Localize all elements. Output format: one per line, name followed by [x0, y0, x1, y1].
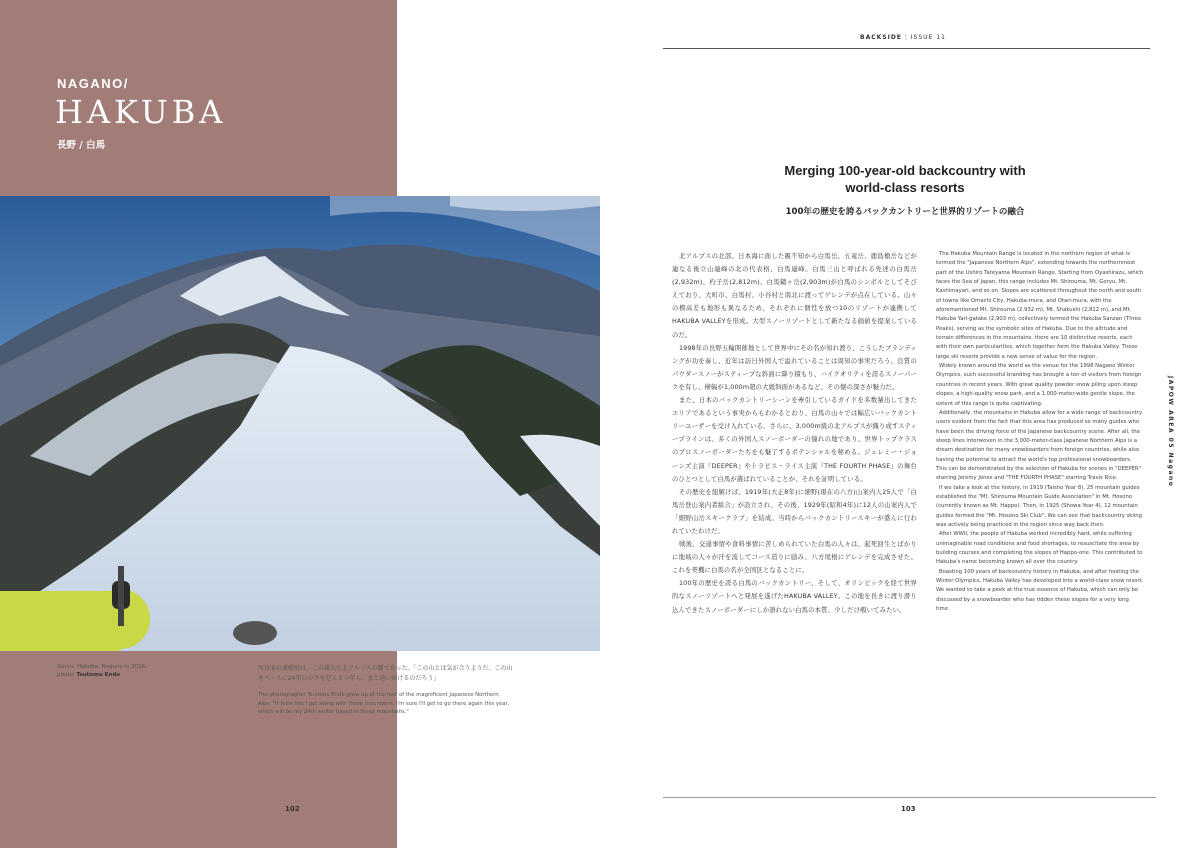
footer-rule [663, 797, 1156, 798]
section-side-label: JAPOW AREA 05 Nagano [1167, 376, 1174, 488]
photo-credit-prefix: photo: [57, 672, 77, 678]
article-subtitle-jp: 100年の歴史を誇るバックカントリーと世界的リゾートの融合 [785, 207, 1025, 217]
body-column-jp [672, 250, 917, 617]
body-paragraph-en: After WWII, the people of Hakuba worked incredibly hard, while suffering unimaginable road conditions and food shortages, to resuscitate the area by building courses and completing the slopes of Happo-one. This contributed to Hakuba's name becoming known all over the country. [936, 531, 1143, 566]
photo-credit-name: Tsutomu Endo [76, 672, 121, 678]
article-title [650, 162, 1160, 196]
article-title-line1: Merging 100-year-old backcountry with [784, 163, 1026, 178]
body-paragraph-en: Additionally, the mountains in Hakuba allow for a wide range of backcountry users evident from the fact that this area has produced so many guides who have been the driving force of the Japanese backcountry scene. After all, the steep lines interwoven in the 3,000-meter-class Japanese Northern Alps is a dream destination for many snowboarders from foreign countries, while also having the potential to attract the world's top professional snowboarders. This can be demonstrated by the selection of Hakuba for scenes in "DEEPER" starring Jeremy Jones and "THE FOURTH PHASE" starring Travis Rice. [936, 409, 1143, 482]
running-header [860, 34, 946, 41]
magazine-name: BACKSIDE [860, 34, 902, 41]
page-number-left: 102 [285, 805, 300, 813]
photo-caption [57, 663, 207, 679]
body-paragraph-jp: 北アルプスの北部、日本海に面した親不知から白馬岳、五竜岳、鹿島槍岳などが連なる後立山連峰の北の代表格、白馬連峰。白馬三山と呼ばれる先述の白馬岳(2,932m)、杓子岳(2,812m)、白馬鑓ヶ岳(2,903m)が白馬のシンボルとしてそびえており、大町市、白馬村、小谷村と南北に渡ってゲレンデが点在している。山々の標高差も地形も異なるため、それぞれに個性を放つ10のリゾートが連携してHAKUBA VALLEYを形成。大型スノーリゾートとして新たなる価値を提案しているのだ。 [672, 253, 917, 339]
region-label: NAGANO/ [57, 76, 129, 91]
body-paragraph-jp: 100年の歴史を誇る白馬のバックカントリー、そして、オリンピックを経て世界的なスノーリゾートへと発展を遂げたHAKUBA VALLEY。この地を長きに渡り滑り込んできたスノーボーダーにしか語れない白馬の本質、少しだけ覗いてみたい。 [672, 580, 917, 614]
body-paragraph-en: Widely known around the world as the venue for the 1998 Nagano Winter Olympics, such successful branding has brought a ton of visitors from foreign countries in recent years. With great quality powder snow piling upon steep slopes, a high-quality snow park, and a 1,000-meter-wide gentle slope, the extent of this range is quite captivating. [936, 363, 1142, 407]
body-paragraph-en: The Hakuba Mountain Range is located in the northern region of what is termed the "Japanese Northern Alps", extending towards the northernmost part of the Ushiro Tateyama Mountain Range. Starting from Oyashirazu, which faces the Sea of Japan, this range includes Mt. Shirouma, Mt. Goryu, Mt. Kashimayari, and so on. Slopes are scattered throughout the north and south of towns like Omachi City, Hakuba-mura, and Otari-mura, with the aforementioned Mt. Shirouma (2,932 m), Mt. Shakushi (2,812 m), and Mt. Hakuba Yari-gatake (2,903 m), collectively termed the Hakuba Sanzan (Three Peaks), serving as the symbolic sites of Hakuba. Due to the altitude and terrain differences in the mountains, there are 10 distinctive resorts, each with their own particularities, which together form the Hakuba Valley. These large ski resorts provide a new sense of value for the region. [936, 251, 1144, 360]
body-paragraph-en: If we take a look at the history, in 1919 (Taisho Year 8), 25 mountain guides established the "Mt. Shirouma Mountain Guide Association" in Mt. Hosono (currently known as Mt. Happo). Then, in 1925 (Showa Year 4), 12 mountain guides formed the "Mt. Hosono Ski Club". We can see that backcountry skiing was actively being practiced in the region since way back then. [936, 484, 1143, 528]
mountain-photo [0, 196, 600, 651]
issue-label: ISSUE 11 [910, 34, 946, 41]
header-separator: | [904, 34, 908, 41]
header-rule [663, 48, 1150, 49]
city-title: HAKUBA [55, 93, 227, 131]
body-paragraph-jp: 1998年の長野五輪開催地として世界中にその名が知れ渡り、こうしたブランディングが功を奏し、近年は訪日外国人で溢れていることは周知の事実だろう。良質のパウダースノーがスティープな斜面に降り積もり、ハイクオリティを誇るスノーパークを有し、横幅が1,000m超の大緩斜面があるなど、その懐の深さが魅力だ。 [672, 344, 917, 391]
photo-caption-location: Goryu, Hakuba, Nagano in 2016. [57, 664, 147, 670]
body-column-en [936, 250, 1144, 614]
body-paragraph-jp: また、日本のバックカントリーシーンを牽引しているガイドを多数輩出してきたエリアであるという事実からもわかるとおり、白馬の山々では幅広いバックカントリーユーザーを受け入れている。さらに、3,000m級の北アルプスが織り成すスティープラインは、多くの外国人スノーボーダーの憧れの地であり、世界トップクラスのプロスノーボーダーたちをも魅了するポテンシャルを秘める。ジェレミー・ジョーンズ主演『DEEPER』やトラビス・ライス主演『THE FOURTH PHASE』の舞台のひとつとして白馬が選ばれていることが、それを証明している。 [672, 397, 917, 483]
photographer-quote-en: The photographer Tsutomu Endo grew up at the foot of the magnificent Japanese Northern Alps. "It feels like I get along with these mountains. I'm sure I'll get to go there again this year, which will be my 24th winter based in these mountains." [258, 692, 510, 715]
body-paragraph-jp: 戦後、交通事情や食料事情に苦しめられていた白馬の人々は、起死回生とばかりに地域の人々が汗を流してコース造りに励み、八方尾根にゲレンデを完成させた。これを契機に白馬の名が全国区となることに。 [672, 541, 917, 575]
city-title-jp: 長野 / 白馬 [57, 140, 106, 151]
body-paragraph-jp: その歴史を紐解けば、1919年(大正8年)に細野(現在の八方)山案内人25人で「白馬岳登山案内者組合」が設立され、その後、1929年(昭和4年)に12人の山案内人で「細野山岳スキークラブ」を結成。当時からバックカントリースキーが盛んに行われていたわけだ。 [672, 488, 917, 535]
photographer-quote-jp: 写真家の遠藤励は、この雄大な北アルプスの麓で育った。「この山とは気が合うようだ。この山をベースに24年目の冬を迎える今年も、また通い続けるのだろう」 [258, 665, 513, 682]
page-number-right: 103 [901, 805, 916, 813]
body-paragraph-en: Boasting 100 years of backcountry history in Hakuba, and after hosting the Winter Olympics, Hakuba Valley has developed into a world-class snow resort. We wanted to take a peek at the true essence of Hakuba, which can only be discussed by a snowboarder who has ridden these slopes for a very long time. [936, 568, 1144, 613]
photo-credit [57, 671, 207, 679]
article-title-line2: world-class resorts [845, 180, 965, 195]
